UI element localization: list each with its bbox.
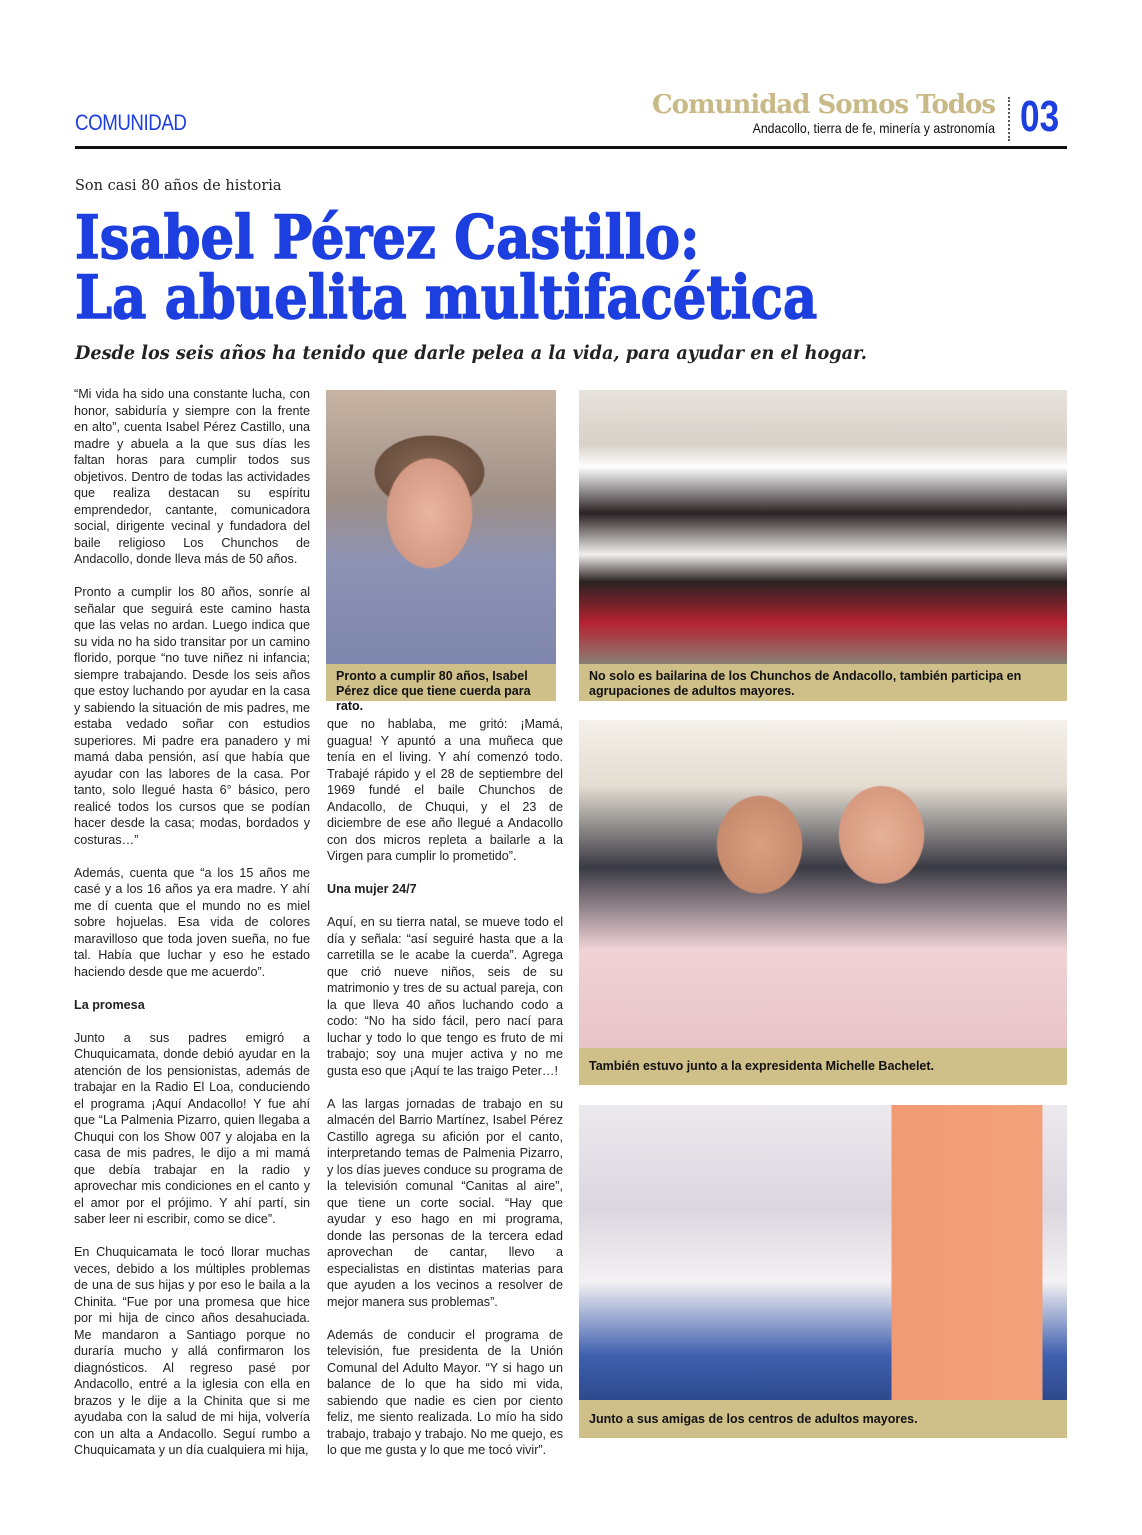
publication-tagline: Andacollo, tierra de fe, minería y astronomía bbox=[752, 120, 995, 136]
page-number: 03 bbox=[1020, 92, 1060, 141]
title-line-2: La abuelita multifacética bbox=[75, 263, 818, 333]
paragraph: Pronto a cumplir los 80 años, sonríe al señalar que seguirá este camino hasta que las velas no ardan. Luego indica que su vida no ha sido transitar por un camino florido, porque “no tuve niñez ni infancia; siempre trabajando. Desde los seis años que estoy luchando por ayudar en la casa y sabiendo la situación de mis padres, me estaba vedado soñar con estudios superiores. Mi padre era panadero y mi mamá daba pensión, así que había que ayudar con las labores de la casa. Por tanto, solo llegué hasta 6° básico, pero realicé todos los cursos que se podían hacer desde la casa; modas, bordados y costuras…” bbox=[74, 585, 310, 847]
paragraph: “Mi vida ha sido una constante lucha, con honor, sabiduría y siempre con la frente en alto”, cuenta Isabel Pérez Castillo, una madre y abuela a la que sus días les faltan horas para cumplir todos sus objetivos. Dentro de todas las actividades que realiza destacan su espíritu emprendedor, cantante, comunicadora social, dirigente vecinal y fundadora del baile religioso Los Chunchos de Andacollo, donde lleva más de 50 años. bbox=[74, 387, 310, 566]
portrait-photo bbox=[326, 390, 556, 664]
paragraph: Además de conducir el programa de televisión, fue presidenta de la Unión Comunal del Adulto Mayor. “Y si hago un balance de lo que ha sido mi vida, sabiendo que nadie es cien por ciento feliz, me siento realizada. Lo mío ha sido trabajo, trabajo y trabajo. No me quejo, es lo que me gusta y lo que me tocó vivir”. bbox=[327, 1327, 563, 1457]
article-deck: Desde los seis años ha tenido que darle pelea a la vida, para ayudar en el hogar. bbox=[75, 342, 867, 364]
photo-caption: También estuvo junto a la expresidenta Michelle Bachelet. bbox=[579, 1048, 1067, 1085]
header-rule bbox=[75, 146, 1067, 149]
paragraph: Además, cuenta que “a los 15 años me casé y a los 16 años ya era madre. Y ahí me dí cuenta que el mundo no es miel sobre hojuelas. Esa vida de colores maravilloso que toda joven sueña, no fue tal. Había que luchar y eso he estado haciendo desde que me acuerdo”. bbox=[74, 865, 310, 979]
title-line-1: Isabel Pérez Castillo: bbox=[75, 203, 700, 273]
article-column-1 bbox=[74, 386, 310, 1475]
paragraph: Junto a sus padres emigró a Chuquicamata, donde debió ayudar en la atención de los pensionistas, además de trabajar en la Radio El Loa, conduciendo el programa ¡Aquí Andacollo! Y fue ahí que “La Palmenia Pizarro, quien llegaba a Chuqui con los Show 007 y alojaba en la casa de mis padres, le dijo a mi mamá que debía trabajar en la radio y aprovechar mis condiciones en el canto y el amor por el prójimo. Y ahí partí, sin saber leer ni escribir, como se dice”. bbox=[74, 1030, 310, 1226]
paragraph: que no hablaba, me gritó: ¡Mamá, guagua! Y apuntó a una muñeca que tenía en el living. Y ahí comenzó todo. Trabajé rápido y el 28 de septiembre del 1969 fundé el baile Chunchos de Andacollo, de Chuqui, y el 23 de diciembre de ese año llegué a Andacollo con dos micros repleta a bailarle a la Virgen para cumplir lo prometido”. bbox=[327, 717, 563, 863]
section-label: COMUNIDAD bbox=[75, 110, 187, 135]
subheading: La promesa bbox=[74, 997, 145, 1012]
photo-caption: Junto a sus amigas de los centros de adultos mayores. bbox=[579, 1400, 1067, 1438]
subheading: Una mujer 24/7 bbox=[327, 882, 417, 896]
article-title bbox=[75, 203, 818, 333]
article-column-2 bbox=[327, 716, 563, 1475]
publication-brand bbox=[652, 90, 995, 136]
photo-caption: Pronto a cumplir 80 años, Isabel Pérez dice que tiene cuerda para rato. bbox=[326, 664, 556, 701]
photo-caption: No solo es bailarina de los Chunchos de Andacollo, también participa en agrupaciones de adultos mayores. bbox=[579, 664, 1067, 701]
dance-group-photo bbox=[579, 390, 1067, 664]
publication-name: Comunidad Somos Todos bbox=[651, 90, 995, 120]
paragraph: En Chuquicamata le tocó llorar muchas veces, debido a los múltiples problemas de una de sus hijas y por eso le baila a la Chinita. “Fue por una promesa que hice por mi hija de cinco años desahuciada. Me mandaron a Santiago porque no duraría mucho y allá confirmaron los diagnósticos. Al regreso pasé por Andacollo, entré a la iglesia con ella en brazos y le dije a la Chinita que si me ayudaba con la salud de mi hija, volvería con un alta a Andacollo. Seguí rumbo a Chuquicamata y un día cualquiera mi hija, bbox=[74, 1245, 310, 1457]
senior-friends-photo bbox=[579, 1105, 1067, 1400]
paragraph: Aquí, en su tierra natal, se mueve todo el día y señala: “así seguiré hasta que a la carretilla se le acabe la cuerda”. Agrega que crió nueve niños, seis de su matrimonio y tres de su actual pareja, con la que lleva 40 años luchando codo a codo: “No ha sido fácil, pero nací para luchar y todo lo que tengo es fruto de mi trabajo; soy una mujer activa y no me gusta eso que ¡Aquí te las traigo Peter…! bbox=[327, 915, 563, 1078]
article-kicker: Son casi 80 años de historia bbox=[75, 178, 282, 194]
paragraph: A las largas jornadas de trabajo en su almacén del Barrio Martínez, Isabel Pérez Castillo agrega su afición por el canto, interpretando temas de Palmenia Pizarro, y los días jueves conduce su programa de la televisión comunal “Canitas al aire”, que tiene un corte social. “Hay que ayudar y eso hago en mi programa, donde las personas de la tercera edad aprovechan de cantar, llevo a especialistas en distintas materias para que ayuden a los vecinos a resolver de mejor manera sus problemas”. bbox=[327, 1096, 563, 1309]
bachelet-photo bbox=[579, 720, 1067, 1048]
header-divider bbox=[1008, 97, 1010, 141]
